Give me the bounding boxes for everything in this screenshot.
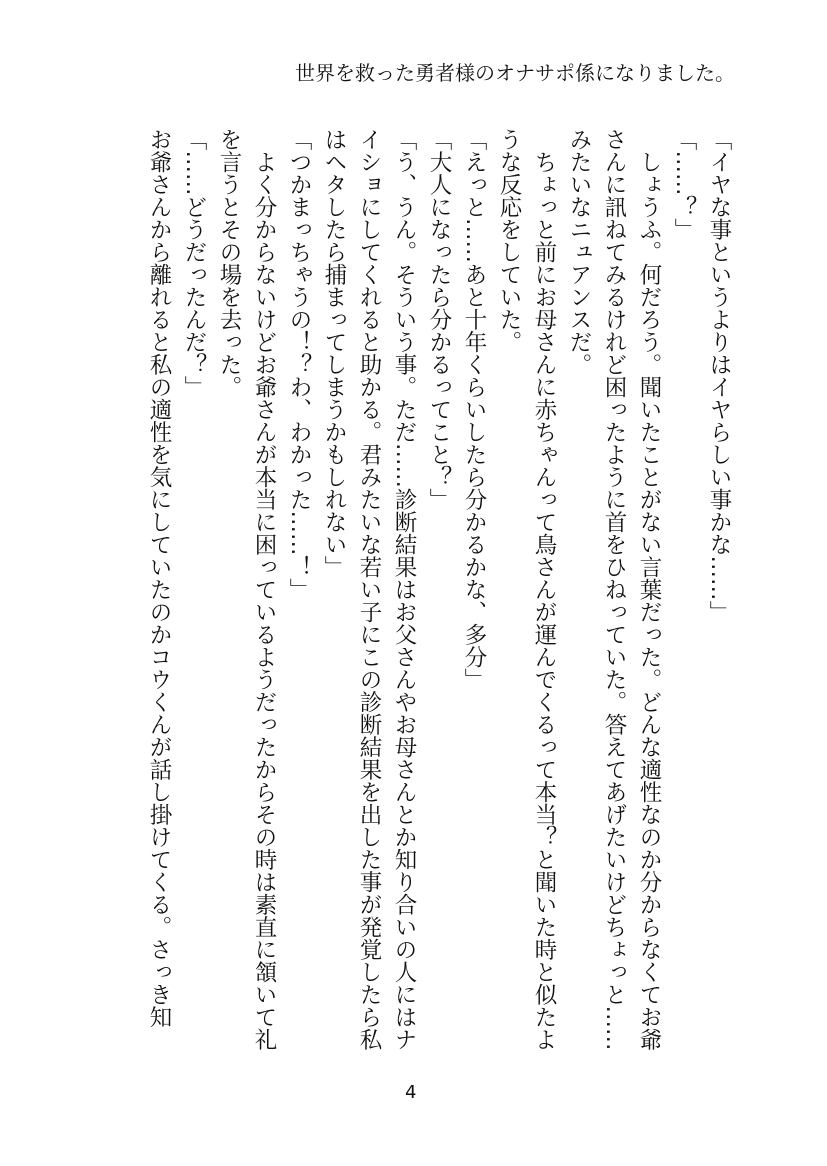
text-line: 「えっと……あと十年くらいしたら分かるかな、多分」 [461, 128, 487, 691]
vertical-body-text [141, 128, 736, 1063]
text-line: うな反応をしていた。 [496, 128, 522, 353]
text-line: イショにしてくれると助かる。君みたいな若い子にこの診断結果を出した事が発覚したら私 [356, 128, 382, 1051]
text-line: 「つかまっちゃうの！？わ、わかった……！」 [286, 128, 312, 601]
text-line: しょうふ。何だろう。聞いたことがない言葉だった。どんな適性なのか分からなくてお爺 [636, 128, 662, 1051]
text-line: はヘタしたら捕まってしまうかもしれない」 [321, 128, 347, 578]
text-line: 「……どうだったんだ？」 [181, 128, 207, 398]
text-line: よく分からないけどお爺さんが本当に困っているようだったからその時は素直に頷いて礼 [251, 128, 277, 1051]
text-line: 「……？」 [671, 128, 697, 241]
text-line: 「イヤな事というよりはイヤらしい事かな……」 [706, 128, 732, 623]
text-line: 「う、うん。そういう事。ただ……診断結果はお父さんやお母さんとか知り合いの人にはナ [391, 128, 417, 1051]
text-line: を言うとその場を去った。 [216, 128, 242, 398]
running-header-title: 世界を救った勇者様のオナサポ係になりました。 [295, 61, 735, 85]
text-line: ちょっと前にお母さんに赤ちゃんって鳥さんが運んでくるって本当？と聞いた時と似たよ [531, 128, 557, 1051]
text-line: 「大人になったら分かるってこと？」 [426, 128, 452, 511]
text-line: お爺さんから離れると私の適性を気にしていたのかコウくんが話し掛けてくる。さっき知 [146, 128, 172, 1028]
text-line: みたいなニュアンスだ。 [566, 128, 592, 376]
page-number: 4 [405, 1082, 417, 1103]
text-line: さんに訊ねてみるけれど困ったように首をひねっていた。答えてあげたいけどちょっと…… [601, 128, 627, 1051]
